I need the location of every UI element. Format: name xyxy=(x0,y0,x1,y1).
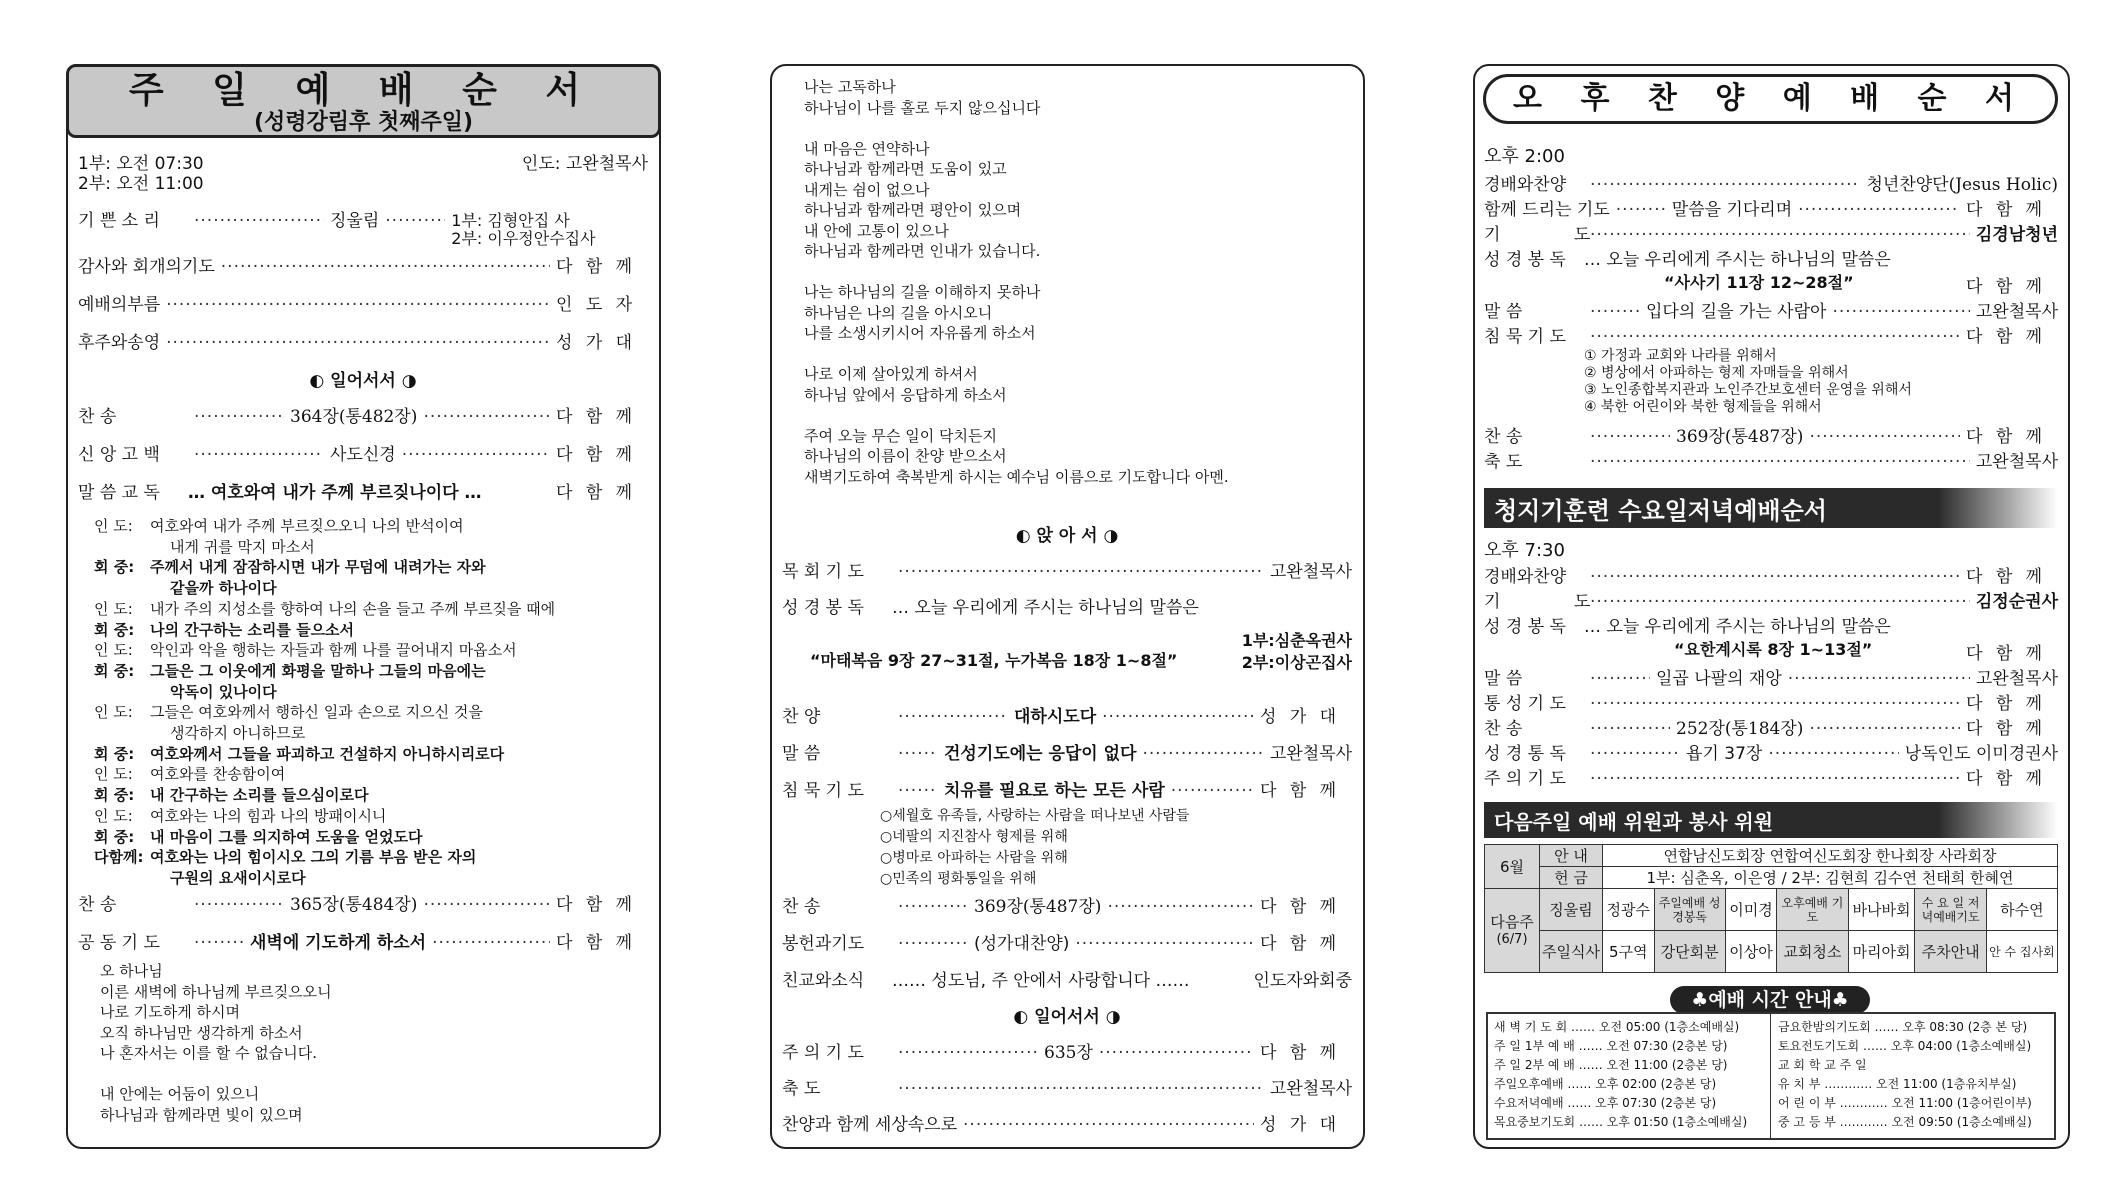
poem-line xyxy=(804,262,1229,283)
service-time-line: 교 회 학 교 주 일 xyxy=(1778,1058,1867,1072)
responsive-text: 그들은 그 이웃에게 화평을 말하나 그들의 마음에는 xyxy=(150,661,486,680)
joy-reader-2: 2부: 이우정안수집사 xyxy=(451,229,596,248)
poem-line: 하나님과 함께라면 평안이 있으며 xyxy=(804,201,1022,219)
sermon-label: 말 씀 xyxy=(1484,669,1523,689)
responsive-speaker: 회 중: xyxy=(94,786,135,805)
poem-line: 하나님과 함께라면 인내가 있습니다. xyxy=(804,242,1041,260)
reading-reference: “요한계시록 8장 1~13절” xyxy=(1674,640,1873,659)
choir-label: 찬 양 xyxy=(782,707,821,727)
poem-line: 주여 오늘 무슨 일이 닥치든지 xyxy=(804,426,997,445)
order-right: 다 함 께 xyxy=(556,895,637,915)
lords-prayer-label: 주 의 기 도 xyxy=(782,1043,864,1063)
order-item xyxy=(78,928,648,953)
praise-team: 청년찬양단(Jesus Holic) xyxy=(1866,175,2058,195)
next-week-label: 다음주 xyxy=(1490,912,1534,931)
offering-label: 헌 금 xyxy=(1540,867,1603,889)
benediction-label: 축 도 xyxy=(782,1079,821,1099)
benediction-label: 축 도 xyxy=(1484,452,1523,472)
service-time-line: 주일오후예배 …… 오후 02:00 (2층본 당) xyxy=(1494,1077,1717,1091)
order-right: 다 함 께 xyxy=(556,933,637,953)
order-right: 다 함 께 xyxy=(1966,327,2047,347)
order-right: 다 함 께 xyxy=(1966,644,2047,664)
poem-line: 나는 고독하나 xyxy=(804,78,896,96)
silent-prayer-label: 침 묵 기 도 xyxy=(1484,327,1566,347)
creed: 사도신경 xyxy=(330,445,396,465)
poem-line xyxy=(804,118,1229,139)
wednesday-time: 오후 7:30 xyxy=(1484,540,1565,561)
reading-reader-2: 2부:이상곤집사 xyxy=(1241,653,1352,672)
volunteer-cell: 정광수 xyxy=(1602,889,1654,931)
reading-label: 성 경 봉 독 xyxy=(1484,617,1566,637)
hymn-label: 찬 송 xyxy=(1484,719,1523,739)
next-week-title: 다음주일 예배 위원과 봉사 위원 xyxy=(1494,809,1774,834)
volunteer-cell: 하수연 xyxy=(1986,889,2057,931)
responsive-line xyxy=(94,806,386,826)
responsive-line xyxy=(94,868,306,888)
responsive-text: 내가 주의 지성소를 향하여 나의 손을 들고 주께 부르짖을 때에 xyxy=(150,599,556,618)
responsive-line xyxy=(94,537,315,557)
reading-reference: “사사기 11장 12~28절” xyxy=(1664,273,1854,292)
hymn-number: 364장(통482장) xyxy=(290,407,418,427)
responsive-line xyxy=(94,599,555,619)
responsive-text: 그들은 여호와께서 행하신 일과 손으로 지으신 것을 xyxy=(150,703,483,722)
order-item xyxy=(782,892,1352,917)
responsive-text: 여호와여 내가 주께 부르짖으오니 나의 반석이여 xyxy=(150,517,464,535)
responsive-text: 여호와는 나의 힘이시오 그의 기름 부음 받은 자의 xyxy=(150,848,477,867)
order-item xyxy=(782,593,1352,618)
volunteer-cell: 주일예배 성경봉독 xyxy=(1654,889,1725,931)
silent-prayer-item: ③ 노인종합복지관과 노인주간보호센터 운영을 위해서 xyxy=(1584,382,1912,398)
sunday-subtitle: (성령강림후 첫째주일) xyxy=(253,110,474,135)
service-time-line: 토요전도기도회 …… 오후 04:00 (1층소예배실) xyxy=(1778,1039,2032,1053)
guide-label: 안 내 xyxy=(1540,845,1603,867)
order-right: 성 가 대 xyxy=(556,333,637,353)
poem-line: 나 혼자서는 이를 할 수 없습니다. xyxy=(100,1044,317,1062)
order-item xyxy=(782,702,1352,727)
volunteer-cell: 안 수 집사회 xyxy=(1986,931,2057,973)
volunteer-cell: 주차안내 xyxy=(1915,931,1986,973)
fellowship-note: …… 성도님, 주 안에서 사랑합니다 …… xyxy=(892,971,1190,991)
responsive-title: … 여호와여 내가 주께 부르짖나이다 … xyxy=(188,483,482,503)
volunteer-cell: 교회청소 xyxy=(1777,931,1848,973)
responsive-line xyxy=(94,827,422,847)
responsive-line xyxy=(94,847,476,867)
silent-prayer-item: ○병마로 아파하는 사람을 위해 xyxy=(880,850,1068,866)
order-item xyxy=(78,328,648,353)
service-time-line: 주 일 1부 예 배 …… 오전 07:30 (2층본 당) xyxy=(1494,1039,1728,1053)
next-week-cell xyxy=(1485,889,1540,973)
poem-line: 내 마음은 연약하나 xyxy=(804,139,930,158)
poem-line: 오직 하나님만 생각하게 하소서 xyxy=(100,1023,303,1042)
responsive-text: 악독이 있나이다 xyxy=(170,682,277,701)
silent-prayer-item: ② 병상에서 아파하는 형제 자매들을 위해서 xyxy=(1584,365,1849,381)
order-right: 다 함 께 xyxy=(1260,934,1341,954)
order-right: 다 함 께 xyxy=(1260,1043,1341,1063)
order-item xyxy=(782,739,1352,764)
service-times-divider xyxy=(1770,1014,1771,1138)
poem-line: 하나님 앞에서 응답하게 하소서 xyxy=(804,385,1007,404)
prayer-poem xyxy=(100,961,332,1125)
order-label: 감사와 회개의기도 xyxy=(78,257,215,277)
together-prayer-title: 말씀을 기다리며 xyxy=(1671,200,1793,220)
afternoon-time: 오후 2:00 xyxy=(1484,146,1565,167)
silent-prayer-title: 치유를 필요로 하는 모든 사람 xyxy=(944,781,1165,801)
volunteer-cell: 5구역 xyxy=(1602,931,1654,973)
poem-line: 내 안에는 어둠이 있으니 xyxy=(100,1085,260,1103)
poem-line xyxy=(804,405,1229,426)
poem-line: 하나님은 나의 길을 아시오니 xyxy=(804,303,993,322)
order-right: 고완철목사 xyxy=(1975,302,2058,322)
sermon-label: 말 씀 xyxy=(1484,302,1523,322)
poem-line: 하나님과 함께라면 도움이 있고 xyxy=(804,160,1007,178)
order-right: 다 함 께 xyxy=(1966,427,2047,447)
joy-reader-1: 1부: 김형안집 사 xyxy=(451,211,570,230)
praise-label: 경배와찬양 xyxy=(1484,567,1567,587)
leader: 인도: 고완철목사 xyxy=(521,154,648,174)
order-right: 고완철목사 xyxy=(1975,669,2058,689)
order-item xyxy=(78,440,648,465)
poem-line: 나를 소생시키시어 자유롭게 하소서 xyxy=(804,324,1036,342)
order-right: 고완철목사 xyxy=(1269,744,1352,764)
poem-line xyxy=(100,1064,332,1085)
order-label: 예배의부름 xyxy=(78,295,161,315)
poem-line: 하나님이 나를 홀로 두지 않으십니다 xyxy=(804,98,1041,117)
responsive-speaker: 인 도: xyxy=(94,806,133,825)
volunteer-cell: 수 요 일 저녁예배기도 xyxy=(1915,889,1986,931)
poem-line: 내게는 쉼이 없으나 xyxy=(804,180,930,199)
responsive-line xyxy=(94,557,486,577)
silent-prayer-label: 침 묵 기 도 xyxy=(782,781,864,801)
order-right: 고완철목사 xyxy=(1269,1079,1352,1099)
service-time-line: 중 고 등 부 ………… 오전 09:50 (1층소예배실) xyxy=(1778,1115,2032,1129)
responsive-text: 주께서 내게 잠잠하시면 내가 무덤에 내려가는 자와 xyxy=(150,558,486,577)
responsive-line xyxy=(94,640,517,660)
lords-prayer-label: 주 의 기 도 xyxy=(1484,769,1566,789)
responsive-speaker: 회 중: xyxy=(94,558,135,577)
silent-prayer-items xyxy=(1584,348,1912,416)
responsive-line xyxy=(94,723,305,743)
responsive-text: 구원의 요새이시로다 xyxy=(170,868,306,887)
together-prayer-label: 함께 드리는 기도 xyxy=(1484,200,1610,220)
hymn-number: 252장(통184장) xyxy=(1676,719,1804,739)
responsive-label: 말 씀 교 독 xyxy=(78,483,160,503)
responsive-line xyxy=(94,578,277,598)
order-item xyxy=(782,776,1352,801)
poem-line: 나는 하나님의 길을 이해하지 못하나 xyxy=(804,283,1041,301)
order-item xyxy=(782,1074,1352,1099)
service-time-line: 어 린 이 부 ………… 오전 11:00 (1층어린이부) xyxy=(1778,1096,2032,1110)
order-right: 고완철목사 xyxy=(1269,562,1352,582)
order-item xyxy=(782,929,1352,954)
order-right: 다 함 께 xyxy=(1260,781,1341,801)
responsive-speaker: 인 도: xyxy=(94,765,133,784)
unison-prayer-label: 통 성 기 도 xyxy=(1484,694,1566,714)
responsive-speaker: 회 중: xyxy=(94,744,135,763)
poem-line: 나로 이제 살아있게 하셔서 xyxy=(804,365,978,383)
order-right: 김경남청년 xyxy=(1975,225,2058,245)
reading-reference: “마태복음 9장 27~31절, 누가복음 18장 1~8절” xyxy=(810,651,1178,670)
reading-intro: … 오늘 우리에게 주시는 하나님의 말씀은 xyxy=(892,598,1199,618)
volunteer-cell: 마리아회 xyxy=(1848,931,1915,973)
responsive-speaker: 인 도: xyxy=(94,703,133,722)
order-item xyxy=(782,966,1352,991)
reading-reader-1: 1부:심춘옥권사 xyxy=(1241,631,1352,650)
order-right: 다 함 께 xyxy=(1966,567,2047,587)
joy-label: 기 쁜 소 리 xyxy=(78,211,160,231)
order-right: 다 함 께 xyxy=(1966,769,2047,789)
responsive-line xyxy=(94,785,369,805)
responsive-text: 여호와께서 그들을 파괴하고 건설하지 아니하시리로다 xyxy=(150,744,505,763)
order-right: 김정순권사 xyxy=(1975,592,2058,612)
praise-label: 경배와찬양 xyxy=(1484,175,1567,195)
order-right: 다 함 께 xyxy=(1966,200,2047,220)
next-week-date: (6/7) xyxy=(1496,931,1528,947)
hymn-label: 찬 송 xyxy=(1484,427,1523,447)
poem-line: 오 하나님 xyxy=(100,962,163,980)
sermon-title: 일곱 나팔의 재앙 xyxy=(1656,669,1782,689)
month-cell: 6월 xyxy=(1485,845,1540,889)
volunteer-cell: 이미경 xyxy=(1725,889,1777,931)
reading-intro: … 오늘 우리에게 주시는 하나님의 말씀은 xyxy=(1584,617,1891,637)
reading-label: 성 경 봉 독 xyxy=(782,598,864,618)
order-right: 다 함 께 xyxy=(556,407,637,427)
prayer-label: 기 도 xyxy=(1484,592,1625,612)
offering-value: 1부: 심춘옥, 이은영 / 2부: 김현희 김수연 천태희 한혜연 xyxy=(1602,867,2057,889)
poem-line: 이른 새벽에 하나님께 부르짖으오니 xyxy=(100,982,332,1001)
stand-marker: ◐ 일어서서 ◑ xyxy=(1013,1007,1121,1027)
service-time-1: 1부: 오전 07:30 xyxy=(78,154,204,174)
responsive-text: 내 마음이 그를 의지하여 도움을 얻었도다 xyxy=(150,827,423,846)
silent-prayer-item: ○민족의 평화통일을 위해 xyxy=(880,871,1037,887)
hymn-number: 365장(통484장) xyxy=(290,895,418,915)
sermon-label: 말 씀 xyxy=(782,744,821,764)
choir-title: 대하시도다 xyxy=(1014,707,1097,727)
postlude-label: 찬양과 함께 세상속으로 xyxy=(782,1115,958,1135)
silent-prayer-item: ④ 북한 어린이와 북한 형제들을 위해서 xyxy=(1584,399,1822,415)
responsive-text: 악인과 악을 행하는 자들과 함께 나를 끌어내지 마옵소서 xyxy=(150,641,517,660)
responsive-speaker: 인 도: xyxy=(94,641,133,660)
silent-prayer-item: ① 가정과 교회와 나라를 위해서 xyxy=(1584,348,1777,364)
order-right: 다 함 께 xyxy=(556,257,637,277)
service-time-line: 금요한밤의기도회 …… 오후 08:30 (2층 본 당) xyxy=(1778,1020,2028,1034)
service-time-line: 유 치 부 ………… 오전 11:00 (1층유치부실) xyxy=(1778,1077,2017,1091)
volunteer-cell: 오후예배 기 도 xyxy=(1777,889,1848,931)
volunteer-cell: 바나바회 xyxy=(1848,889,1915,931)
poem-line: 나로 기도하게 하시며 xyxy=(100,1003,240,1021)
poem-line: 새벽기도하여 축복받게 하시는 예수님 이름으로 기도합니다 아멘. xyxy=(804,467,1229,486)
order-item xyxy=(78,252,648,277)
creed-label: 신 앙 고 백 xyxy=(78,445,160,465)
responsive-speaker: 회 중: xyxy=(94,661,135,680)
volunteer-cell: 이상아 xyxy=(1725,931,1777,973)
order-item xyxy=(782,1038,1352,1063)
fellowship-label: 친교와소식 xyxy=(782,971,865,991)
guide-value: 연합남신도회장 연합여신도회장 한나회장 사라회장 xyxy=(1602,845,2057,867)
responsive-speaker: 회 중: xyxy=(94,620,135,639)
sermon-title: 입다의 길을 가는 사람아 xyxy=(1646,302,1827,322)
responsive-line xyxy=(94,620,354,640)
prayer-title: 새벽에 기도하게 하소서 xyxy=(250,933,427,953)
service-time-2: 2부: 오전 11:00 xyxy=(78,174,204,194)
bible-reading-book: 욥기 37장 xyxy=(1686,744,1763,764)
responsive-text: 내 간구하는 소리를 들으심이로다 xyxy=(150,786,369,805)
order-right: 인 도 자 xyxy=(556,295,637,315)
order-right: 다 함 께 xyxy=(556,445,637,465)
next-week-title-bar xyxy=(1484,802,2058,838)
service-times-box xyxy=(1486,1012,2056,1140)
offering-note: (성가대찬양) xyxy=(974,934,1070,954)
afternoon-title: 오 후 찬 양 예 배 순 서 xyxy=(1483,74,2058,124)
responsive-speaker: 회 중: xyxy=(94,827,135,846)
order-right: 다 함 께 xyxy=(1966,694,2047,714)
service-time-line: 수요저녁예배 …… 오후 07:30 (2층본 당) xyxy=(1494,1096,1717,1110)
responsive-text: 내게 귀를 막지 마소서 xyxy=(170,537,315,556)
order-right: 고완철목사 xyxy=(1975,452,2058,472)
prayer-poem-continued xyxy=(804,77,1229,487)
service-time-line: 새 벽 기 도 회 …… 오전 05:00 (1층소예배실) xyxy=(1494,1020,1740,1034)
pastor-prayer-label: 목 회 기 도 xyxy=(782,562,864,582)
joy-bell: 징울림 xyxy=(330,211,380,231)
order-item xyxy=(78,402,648,427)
responsive-speaker: 인 도: xyxy=(94,599,133,618)
sunday-title: 주 일 예 배 순 서 xyxy=(128,70,599,111)
responsive-line xyxy=(94,744,504,764)
order-item xyxy=(78,478,648,503)
offering-label: 봉헌과기도 xyxy=(782,934,865,954)
silent-prayer-item: ○네팔의 지진참사 형제를 위해 xyxy=(880,829,1068,845)
lords-prayer-hymn: 635장 xyxy=(1044,1043,1093,1063)
order-item xyxy=(78,890,648,915)
responsive-line xyxy=(94,702,483,722)
order-right: 다 함 께 xyxy=(1260,897,1341,917)
order-right: 인도자와회중 xyxy=(1253,971,1352,991)
order-right: 다 함 께 xyxy=(1966,277,2047,297)
poem-line: 하나님의 이름이 찬양 받으소서 xyxy=(804,447,1007,465)
service-times-right xyxy=(1778,1018,2032,1132)
service-time-line: 목요중보기도회 …… 오후 01:50 (1층소예배실) xyxy=(1494,1115,1748,1129)
hymn-label: 찬 송 xyxy=(78,407,117,427)
order-right: 성 가 대 xyxy=(1260,1115,1341,1135)
order-item xyxy=(782,1110,1352,1135)
responsive-line xyxy=(94,516,464,536)
responsive-line xyxy=(94,661,486,681)
prayer-label: 기 도 xyxy=(1484,225,1625,245)
order-item xyxy=(782,557,1352,582)
service-time-line: 주 일 2부 예 배 …… 오전 11:00 (2층본 당) xyxy=(1494,1058,1728,1072)
volunteer-cell: 징울림 xyxy=(1540,889,1603,931)
order-label: 후주와송영 xyxy=(78,333,161,353)
poem-line: 하나님과 함께라면 빛이 있으며 xyxy=(100,1105,303,1124)
hymn-number: 369장(통487장) xyxy=(1676,427,1804,447)
volunteer-cell: 주일식사 xyxy=(1540,931,1603,973)
hymn-label: 찬 송 xyxy=(782,897,821,917)
responsive-text: 여호와를 찬송함이여 xyxy=(150,765,286,784)
reading-label: 성 경 봉 독 xyxy=(1484,250,1566,270)
responsive-line xyxy=(94,764,285,784)
responsive-text: 여호와는 나의 힘과 나의 방패이시니 xyxy=(150,806,387,825)
hymn-label: 찬 송 xyxy=(78,895,117,915)
order-right: 낭독인도 이미경권사 xyxy=(1904,744,2058,764)
service-times-title: ♣예배 시간 안내♣ xyxy=(1670,986,1870,1014)
responsive-text: 같을까 하나이다 xyxy=(170,579,277,598)
sunday-worship-header xyxy=(66,64,661,138)
poem-line xyxy=(804,344,1229,365)
wednesday-title: 청지기훈련 수요일저녁예배순서 xyxy=(1494,496,1827,525)
order-right: 다 함 께 xyxy=(1966,719,2047,739)
reading-intro: … 오늘 우리에게 주시는 하나님의 말씀은 xyxy=(1584,250,1891,270)
wednesday-title-bar xyxy=(1484,488,2058,528)
silent-prayer-items xyxy=(880,806,1189,890)
sit-marker: ◐ 앉 아 서 ◑ xyxy=(1015,526,1119,546)
responsive-speaker: 인 도: xyxy=(94,517,133,535)
poem-line: 내 안에 고통이 있으나 xyxy=(804,221,949,240)
order-right: 성 가 대 xyxy=(1260,707,1341,727)
prayer-label: 공 동 기 도 xyxy=(78,933,160,953)
bible-reading-label: 성 경 통 독 xyxy=(1484,744,1566,764)
sermon-title: 건성기도에는 응답이 없다 xyxy=(944,744,1137,764)
stand-marker: ◐ 일어서서 ◑ xyxy=(309,371,417,391)
responsive-line xyxy=(94,682,277,702)
hymn-number: 369장(통487장) xyxy=(974,897,1102,917)
responsive-text: 생각하지 아니하므로 xyxy=(170,724,306,742)
order-right: 다 함 께 xyxy=(556,483,637,503)
volunteer-cell: 강단회분 xyxy=(1654,931,1725,973)
silent-prayer-item: ○세월호 유족들, 사랑하는 사람을 떠나보낸 사람들 xyxy=(880,808,1190,824)
volunteer-table xyxy=(1484,844,2058,973)
service-times-left xyxy=(1494,1018,1747,1132)
order-item xyxy=(78,290,648,315)
responsive-text: 나의 간구하는 소리를 들으소서 xyxy=(150,620,355,639)
responsive-speaker: 다함께: xyxy=(94,848,144,867)
